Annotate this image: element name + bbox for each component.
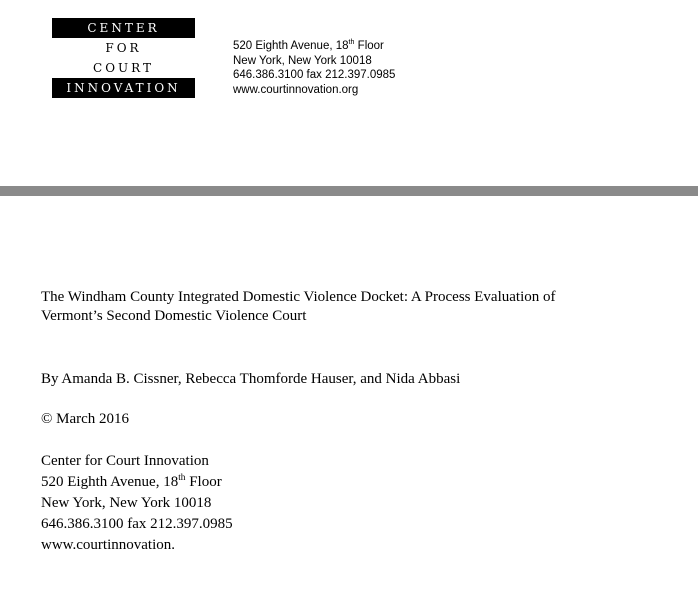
header-street-suffix: Floor xyxy=(354,40,384,52)
contact-phone: 646.386.3100 fax 212.397.0985 xyxy=(41,516,233,532)
header-phone-line: 646.386.3100 fax 212.397.0985 xyxy=(233,69,396,81)
logo-row-center: CENTER xyxy=(52,18,195,38)
contact-street-suffix: Floor xyxy=(185,474,222,490)
contact-street-line xyxy=(41,472,233,493)
authors-line: By Amanda B. Cissner, Rebecca Thomforde Hauser, and Nida Abbasi xyxy=(41,371,461,387)
logo-row-for: FOR xyxy=(52,38,195,58)
header-street-prefix: 520 Eighth Avenue, 18 xyxy=(233,40,349,52)
document-title xyxy=(41,288,641,326)
header-city-line: New York, New York 10018 xyxy=(233,54,372,67)
center-for-court-innovation-logo xyxy=(52,18,195,98)
contact-street-prefix: 520 Eighth Avenue, 18 xyxy=(41,474,179,490)
contact-web[interactable]: www.courtinnovation. xyxy=(41,537,176,553)
copyright-line: © March 2016 xyxy=(41,411,130,427)
contact-org: Center for Court Innovation xyxy=(41,453,209,469)
header-divider xyxy=(0,186,698,196)
header-street-line xyxy=(233,39,395,54)
header-street-sup: th xyxy=(348,38,355,47)
contact-block xyxy=(41,451,233,556)
title-line-1: The Windham County Integrated Domestic Violence Docket: A Process Evaluation of xyxy=(41,289,556,305)
header-web-link[interactable]: www.courtinnovation.org xyxy=(233,83,359,96)
title-line-2: Vermont’s Second Domestic Violence Court xyxy=(41,308,307,324)
header-address xyxy=(233,39,395,97)
contact-street-sup: th xyxy=(178,473,186,483)
logo-row-innovation: INNOVATION xyxy=(52,78,195,98)
contact-city: New York, New York 10018 xyxy=(41,495,212,511)
logo-row-court: COURT xyxy=(52,58,195,78)
